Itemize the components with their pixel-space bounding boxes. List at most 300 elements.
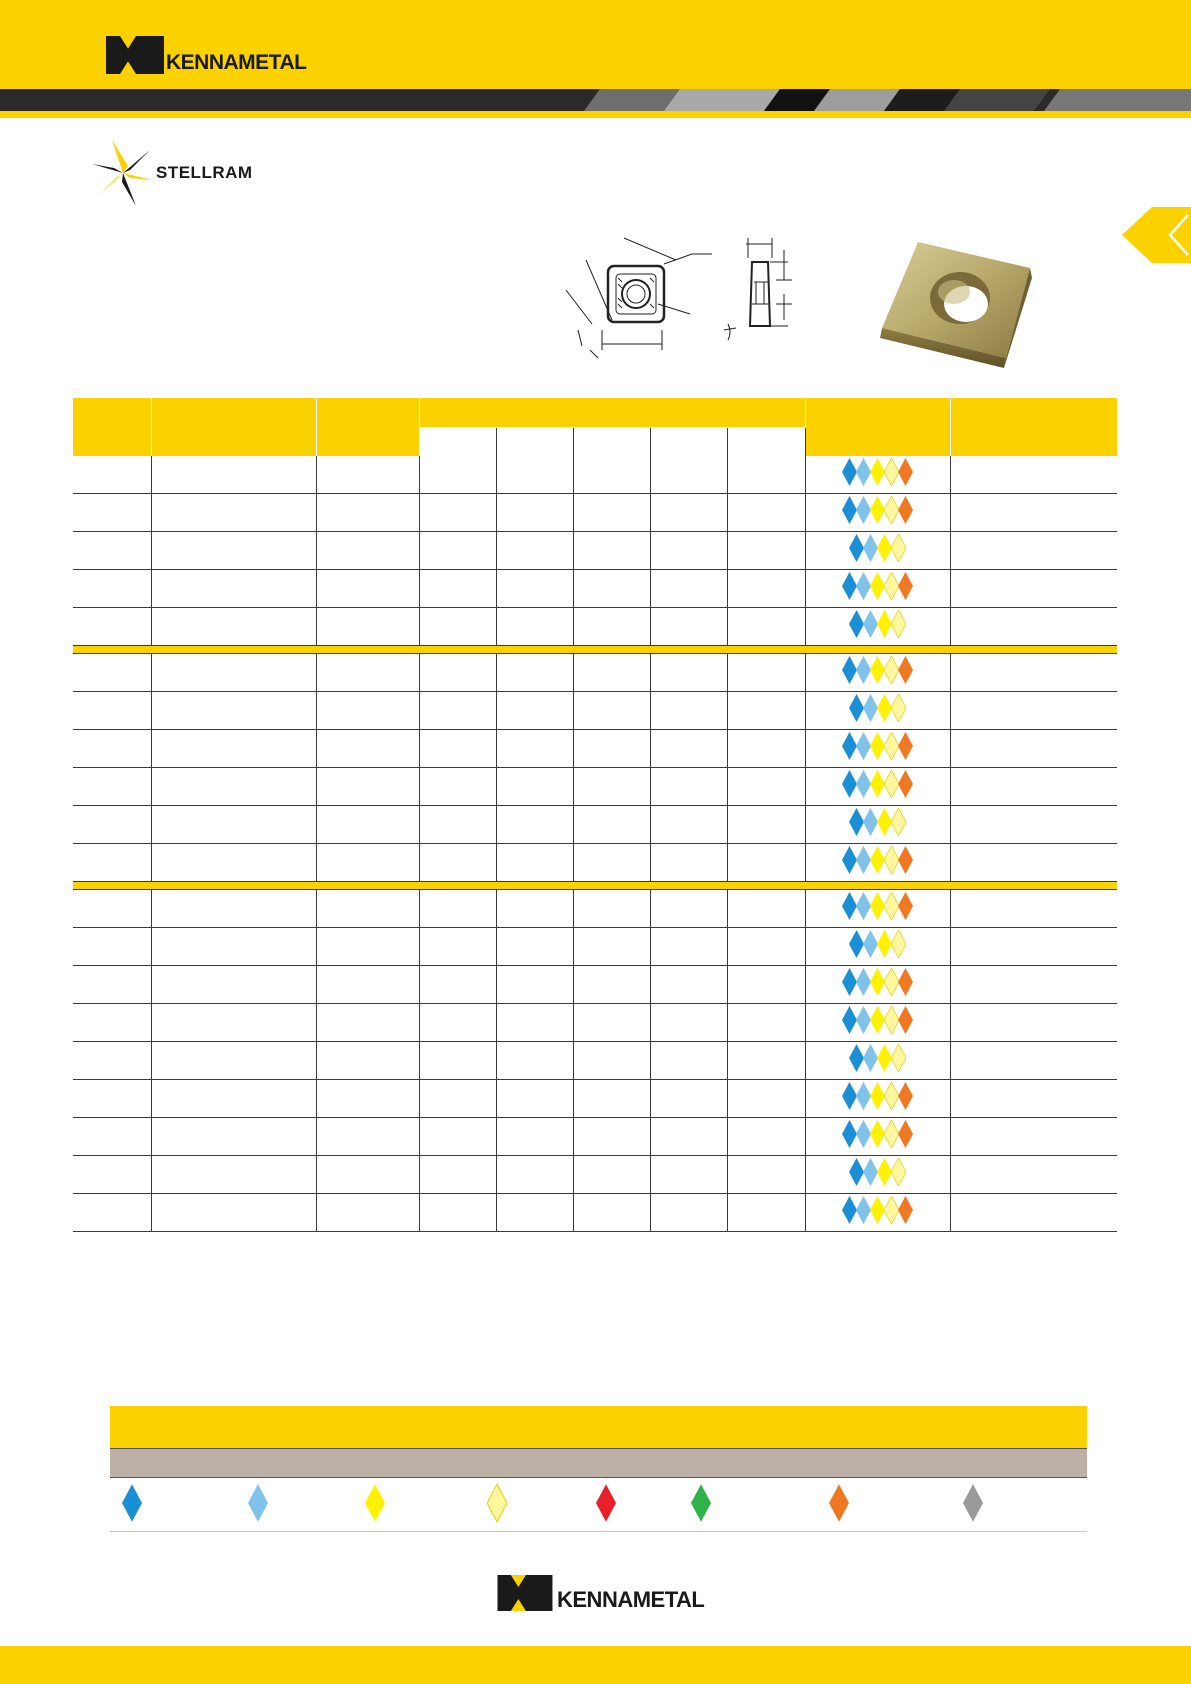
table-row — [73, 1004, 1117, 1042]
grade-lightyellow-diamond-icon — [884, 732, 899, 760]
grade-cell — [805, 768, 950, 806]
table-cell — [496, 532, 573, 570]
table-cell — [496, 494, 573, 532]
table-row — [73, 1042, 1117, 1080]
table-row — [73, 890, 1117, 928]
grade-lightblue-diamond-icon — [856, 892, 871, 920]
grade-diamonds — [843, 1006, 913, 1034]
grade-cell — [805, 456, 950, 494]
legend-row — [110, 1480, 1087, 1530]
table-cell — [73, 966, 151, 1004]
table-cell — [573, 890, 650, 928]
grade-lightblue-diamond-icon — [856, 1120, 871, 1148]
table-cell — [650, 966, 727, 1004]
table-cell — [573, 966, 650, 1004]
table-cell — [419, 928, 496, 966]
table-cell — [73, 1118, 151, 1156]
table-cell — [650, 890, 727, 928]
grade-lightblue-diamond-icon — [863, 1158, 878, 1186]
table-cell — [316, 1156, 419, 1194]
table-cell — [151, 1118, 316, 1156]
table-row — [73, 1156, 1117, 1194]
grade-diamonds — [850, 1158, 906, 1186]
header-subcell — [419, 427, 496, 456]
grade-lightblue-diamond-icon — [856, 1196, 871, 1224]
table-cell — [650, 1194, 727, 1232]
grade-lightyellow-diamond-icon — [884, 496, 899, 524]
grade-lightyellow-diamond-icon — [891, 808, 906, 836]
table-cell — [573, 730, 650, 768]
table-cell — [151, 966, 316, 1004]
table-cell — [650, 928, 727, 966]
grade-orange-diamond-icon — [898, 1082, 913, 1110]
grade-lightblue-diamond-icon — [863, 694, 878, 722]
grade-diamonds — [843, 968, 913, 996]
grade-blue-diamond-icon — [849, 1158, 864, 1186]
table-cell — [151, 570, 316, 608]
table-cell — [727, 692, 805, 730]
header-cell — [950, 398, 1117, 456]
grade-lightyellow-diamond-icon — [884, 846, 899, 874]
spec-table-body — [73, 456, 1117, 1232]
table-cell — [727, 1156, 805, 1194]
grade-cell — [805, 1004, 950, 1042]
table-cell — [419, 1194, 496, 1232]
table-cell — [73, 1156, 151, 1194]
grade-lightyellow-diamond-icon — [884, 1006, 899, 1034]
table-group-separator — [73, 646, 1117, 654]
grade-orange-diamond-icon — [898, 1120, 913, 1148]
table-row — [73, 1080, 1117, 1118]
table-cell — [573, 1156, 650, 1194]
footer-band — [0, 1646, 1191, 1684]
grade-lightyellow-diamond-icon — [891, 534, 906, 562]
header-subcell — [650, 427, 727, 456]
grade-cell — [805, 654, 950, 692]
grade-blue-diamond-icon — [849, 534, 864, 562]
header-subcell — [573, 427, 650, 456]
table-cell — [727, 494, 805, 532]
grade-lightyellow-diamond-icon — [891, 1158, 906, 1186]
table-cell — [950, 532, 1117, 570]
grade-lightyellow-diamond-icon — [884, 572, 899, 600]
grade-blue-diamond-icon — [842, 846, 857, 874]
table-cell — [316, 890, 419, 928]
grade-yellow-diamond-icon — [877, 534, 892, 562]
table-cell — [316, 654, 419, 692]
grade-lightyellow-diamond-icon — [884, 892, 899, 920]
table-cell — [73, 570, 151, 608]
table-cell — [151, 1156, 316, 1194]
table-cell — [151, 928, 316, 966]
grade-cell — [805, 966, 950, 1004]
table-row — [73, 844, 1117, 882]
table-cell — [650, 570, 727, 608]
grade-diamonds — [843, 656, 913, 684]
grade-yellow-diamond-icon — [877, 694, 892, 722]
table-cell — [496, 890, 573, 928]
grade-cell — [805, 570, 950, 608]
table-cell — [73, 494, 151, 532]
header-stripe — [0, 89, 1191, 111]
grade-lightblue-diamond-icon — [863, 1044, 878, 1072]
grade-orange-diamond-icon — [898, 732, 913, 760]
grade-diamonds — [843, 572, 913, 600]
grade-diamonds — [843, 1120, 913, 1148]
grade-lightblue-diamond-icon — [863, 930, 878, 958]
grade-blue-diamond-icon — [842, 732, 857, 760]
table-cell — [316, 608, 419, 646]
table-cell — [496, 928, 573, 966]
grade-lightblue-diamond-icon — [863, 534, 878, 562]
grade-yellow-diamond-icon — [870, 1120, 885, 1148]
grade-diamonds — [843, 770, 913, 798]
grade-lightblue-diamond-icon — [863, 808, 878, 836]
grade-blue-diamond-icon — [849, 808, 864, 836]
header-group-cell — [419, 398, 805, 427]
table-cell — [316, 570, 419, 608]
table-cell — [950, 730, 1117, 768]
table-cell — [650, 456, 727, 494]
table-cell — [316, 844, 419, 882]
table-row — [73, 654, 1117, 692]
grade-yellow-diamond-icon — [877, 610, 892, 638]
table-cell — [73, 456, 151, 494]
grade-blue-diamond-icon — [842, 1196, 857, 1224]
table-cell — [419, 456, 496, 494]
table-cell — [419, 844, 496, 882]
table-cell — [151, 692, 316, 730]
grade-orange-diamond-icon — [898, 656, 913, 684]
grade-diamonds — [850, 930, 906, 958]
stripe-pattern — [0, 89, 1191, 111]
table-cell — [727, 768, 805, 806]
table-cell — [573, 1080, 650, 1118]
table-cell — [419, 890, 496, 928]
table-cell — [419, 692, 496, 730]
header-subcell — [496, 427, 573, 456]
grade-cell — [805, 1042, 950, 1080]
legend-header — [110, 1406, 1087, 1448]
table-row — [73, 1118, 1117, 1156]
table-row — [73, 456, 1117, 494]
table-cell — [727, 1080, 805, 1118]
table-cell — [573, 456, 650, 494]
grade-cell — [805, 844, 950, 882]
grade-diamonds — [850, 534, 906, 562]
table-cell — [496, 806, 573, 844]
table-cell — [73, 806, 151, 844]
table-row — [73, 730, 1117, 768]
grade-cell — [805, 494, 950, 532]
table-cell — [73, 608, 151, 646]
grade-orange-diamond-icon — [898, 770, 913, 798]
table-cell — [727, 928, 805, 966]
grade-yellow-diamond-icon — [877, 1158, 892, 1186]
table-cell — [573, 570, 650, 608]
table-cell — [496, 844, 573, 882]
table-cell — [950, 1042, 1117, 1080]
grade-cell — [805, 1194, 950, 1232]
legend-subheader — [110, 1448, 1087, 1478]
grade-orange-diamond-icon — [898, 892, 913, 920]
table-cell — [151, 1080, 316, 1118]
table-cell — [151, 730, 316, 768]
grade-lightyellow-diamond-icon — [884, 1120, 899, 1148]
table-cell — [316, 456, 419, 494]
table-row — [73, 768, 1117, 806]
table-cell — [727, 570, 805, 608]
header-cell — [73, 398, 151, 456]
kennametal-logo — [106, 34, 306, 74]
table-cell — [316, 928, 419, 966]
table-cell — [950, 928, 1117, 966]
table-cell — [727, 456, 805, 494]
table-cell — [419, 494, 496, 532]
grade-yellow-diamond-icon — [870, 846, 885, 874]
table-cell — [151, 532, 316, 570]
footer-kennametal-logo — [495, 1575, 704, 1611]
table-cell — [151, 494, 316, 532]
grade-lightblue-diamond-icon — [856, 458, 871, 486]
table-cell — [650, 692, 727, 730]
table-cell — [419, 570, 496, 608]
table-cell — [650, 768, 727, 806]
table-cell — [950, 654, 1117, 692]
grade-lightblue-diamond-icon — [856, 572, 871, 600]
table-cell — [496, 456, 573, 494]
insert-product-photo — [874, 238, 1036, 375]
table-cell — [950, 1156, 1117, 1194]
grade-red-diamond-icon — [596, 1483, 616, 1523]
grade-lightblue-diamond-icon — [856, 770, 871, 798]
table-cell — [151, 1042, 316, 1080]
table-cell — [419, 1004, 496, 1042]
table-cell — [316, 532, 419, 570]
header-underline — [0, 111, 1191, 118]
table-cell — [650, 730, 727, 768]
grade-lightblue-diamond-icon — [856, 656, 871, 684]
grade-blue-diamond-icon — [842, 1006, 857, 1034]
grade-orange-diamond-icon — [898, 846, 913, 874]
table-cell — [151, 654, 316, 692]
grade-yellow-diamond-icon — [870, 572, 885, 600]
table-cell — [151, 890, 316, 928]
table-cell — [151, 608, 316, 646]
table-cell — [151, 1194, 316, 1232]
grade-lightyellow-diamond-icon — [884, 1082, 899, 1110]
grade-diamonds — [850, 808, 906, 836]
table-cell — [950, 494, 1117, 532]
header-cell — [805, 398, 950, 456]
table-cell — [727, 532, 805, 570]
table-cell — [419, 806, 496, 844]
table-cell — [650, 532, 727, 570]
table-cell — [573, 768, 650, 806]
grade-cell — [805, 806, 950, 844]
grade-yellow-diamond-icon — [870, 458, 885, 486]
table-cell — [950, 1080, 1117, 1118]
grade-lightblue-diamond-icon — [863, 610, 878, 638]
table-row — [73, 608, 1117, 646]
grade-lightyellow-diamond-icon — [884, 1196, 899, 1224]
table-row — [73, 494, 1117, 532]
table-cell — [950, 1004, 1117, 1042]
table-cell — [316, 730, 419, 768]
chapter-tab[interactable] — [1122, 207, 1191, 263]
table-cell — [316, 1118, 419, 1156]
grade-blue-diamond-icon — [842, 656, 857, 684]
table-cell — [73, 1080, 151, 1118]
separator-cell — [73, 646, 1117, 654]
table-cell — [151, 456, 316, 494]
table-cell — [316, 768, 419, 806]
insert-spec-table — [73, 398, 1117, 1232]
grade-diamonds — [843, 732, 913, 760]
grade-lightyellow-diamond-icon — [891, 610, 906, 638]
grade-cell — [805, 928, 950, 966]
grade-blue-diamond-icon — [842, 770, 857, 798]
grade-lightblue-diamond-icon — [856, 968, 871, 996]
table-cell — [496, 692, 573, 730]
table-cell — [151, 1004, 316, 1042]
grade-orange-diamond-icon — [829, 1483, 849, 1523]
table-row — [73, 928, 1117, 966]
insert-photo-render — [874, 238, 1036, 370]
table-cell — [496, 608, 573, 646]
table-cell — [496, 1080, 573, 1118]
table-cell — [73, 692, 151, 730]
table-cell — [727, 844, 805, 882]
grade-cell — [805, 1118, 950, 1156]
footer-wordmark: KENNAMETAL — [557, 1587, 705, 1612]
table-cell — [73, 768, 151, 806]
grade-cell — [805, 532, 950, 570]
table-cell — [73, 1042, 151, 1080]
table-cell — [73, 654, 151, 692]
table-cell — [950, 692, 1117, 730]
table-cell — [419, 1118, 496, 1156]
table-cell — [650, 1118, 727, 1156]
grade-yellow-diamond-icon — [870, 1006, 885, 1034]
table-cell — [950, 768, 1117, 806]
footer-k-mark-icon — [495, 1575, 555, 1611]
table-cell — [950, 570, 1117, 608]
table-group-separator — [73, 882, 1117, 890]
table-cell — [496, 1042, 573, 1080]
grade-yellow-diamond-icon — [877, 1044, 892, 1072]
table-cell — [73, 928, 151, 966]
table-cell — [496, 570, 573, 608]
grade-lightblue-diamond-icon — [248, 1483, 268, 1523]
grade-lightblue-diamond-icon — [856, 1006, 871, 1034]
grade-blue-diamond-icon — [122, 1483, 142, 1523]
grade-yellow-diamond-icon — [870, 1196, 885, 1224]
grade-yellow-diamond-icon — [870, 496, 885, 524]
grade-blue-diamond-icon — [842, 892, 857, 920]
table-cell — [496, 1118, 573, 1156]
table-cell — [419, 768, 496, 806]
table-row — [73, 1194, 1117, 1232]
grade-orange-diamond-icon — [898, 1006, 913, 1034]
table-cell — [573, 844, 650, 882]
grade-cell — [805, 608, 950, 646]
table-cell — [950, 890, 1117, 928]
table-row — [73, 966, 1117, 1004]
table-cell — [73, 730, 151, 768]
table-cell — [573, 532, 650, 570]
grade-lightyellow-diamond-icon — [891, 930, 906, 958]
table-cell — [419, 1042, 496, 1080]
grade-diamonds — [843, 1082, 913, 1110]
grade-green-diamond-icon — [691, 1483, 711, 1523]
table-cell — [727, 1042, 805, 1080]
grade-lightyellow-diamond-icon — [884, 458, 899, 486]
kennametal-wordmark: KENNAMETAL — [166, 51, 307, 74]
table-cell — [950, 456, 1117, 494]
table-cell — [573, 608, 650, 646]
grade-blue-diamond-icon — [842, 968, 857, 996]
table-cell — [727, 806, 805, 844]
table-row — [73, 532, 1117, 570]
table-cell — [151, 844, 316, 882]
grade-yellow-diamond-icon — [870, 770, 885, 798]
table-cell — [573, 928, 650, 966]
table-cell — [727, 654, 805, 692]
table-cell — [73, 890, 151, 928]
stellram-logo — [92, 138, 253, 208]
table-cell — [573, 654, 650, 692]
table-cell — [316, 1080, 419, 1118]
table-cell — [650, 1080, 727, 1118]
grade-lightyellow-diamond-icon — [884, 656, 899, 684]
table-cell — [650, 1004, 727, 1042]
table-cell — [650, 844, 727, 882]
grade-cell — [805, 1080, 950, 1118]
table-cell — [727, 608, 805, 646]
table-cell — [73, 1194, 151, 1232]
grade-yellow-diamond-icon — [877, 930, 892, 958]
insert-drawing-svg — [556, 234, 816, 364]
grade-lightblue-diamond-icon — [856, 1082, 871, 1110]
table-cell — [419, 1156, 496, 1194]
grade-diamonds — [843, 496, 913, 524]
table-cell — [316, 494, 419, 532]
chapter-tab-arrow-icon — [1122, 207, 1191, 263]
table-cell — [650, 1042, 727, 1080]
grade-orange-diamond-icon — [898, 1196, 913, 1224]
grade-diamonds — [843, 892, 913, 920]
table-cell — [316, 1194, 419, 1232]
table-cell — [727, 1118, 805, 1156]
grade-diamonds — [843, 458, 913, 486]
table-cell — [727, 890, 805, 928]
legend-underline — [110, 1531, 1087, 1532]
table-cell — [650, 1156, 727, 1194]
grade-diamonds — [843, 1196, 913, 1224]
table-cell — [419, 654, 496, 692]
table-cell — [573, 1042, 650, 1080]
insert-technical-drawing — [556, 234, 816, 369]
table-cell — [727, 1194, 805, 1232]
table-cell — [496, 730, 573, 768]
grade-blue-diamond-icon — [849, 1044, 864, 1072]
table-row — [73, 806, 1117, 844]
table-cell — [73, 1004, 151, 1042]
grade-orange-diamond-icon — [898, 572, 913, 600]
table-cell — [727, 730, 805, 768]
table-cell — [73, 532, 151, 570]
